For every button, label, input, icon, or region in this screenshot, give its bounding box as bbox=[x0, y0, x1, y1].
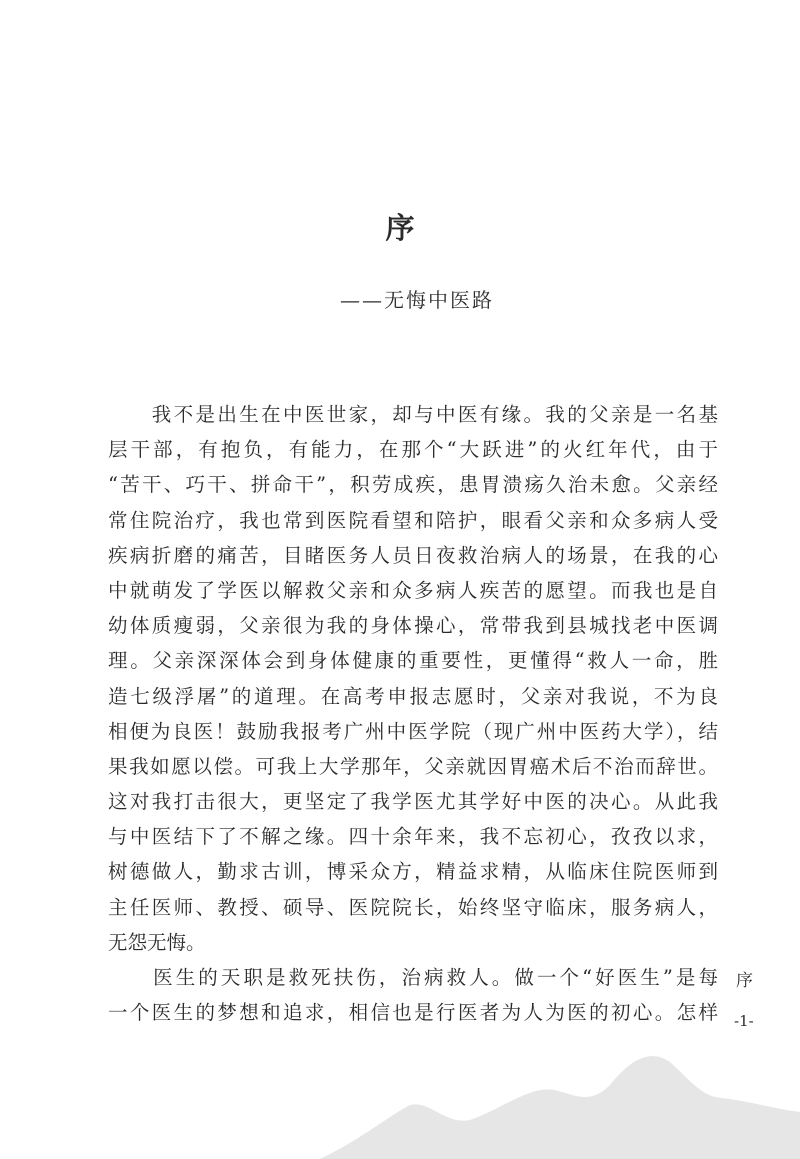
text-line: 层干部，有抱负，有能力，在那个“大跃进”的火红年代，由于 bbox=[108, 438, 718, 462]
page-title: 序 bbox=[385, 211, 415, 245]
text-line: 中就萌发了学医以解救父亲和众多病人疾苦的愿望。而我也是自 bbox=[108, 578, 718, 602]
text-line: 无怨无悔。 bbox=[108, 930, 206, 954]
text-line: 造七级浮屠”的道理。在高考申报志愿时，父亲对我说，不为良 bbox=[108, 684, 718, 708]
text-line: 疾病折磨的痛苦，目睹医务人员日夜救治病人的场景，在我的心 bbox=[108, 543, 718, 567]
text-line: “苦干、巧干、拼命干”，积劳成疾，患胃溃疡久治未愈。父亲经 bbox=[108, 473, 718, 497]
text-line: 与中医结下了不解之缘。四十余年来，我不忘初心，孜孜以求， bbox=[108, 825, 718, 849]
text-line: 这对我打击很大，更坚定了我学医尤其学好中医的决心。从此我 bbox=[108, 790, 718, 814]
text-line: 主任医师、教授、硕导、医院院长，始终坚守临床，服务病人， bbox=[108, 895, 718, 919]
text-line: 我不是出生在中医世家，却与中医有缘。我的父亲是一名基 bbox=[108, 403, 718, 426]
text-line: 幼体质瘦弱，父亲很为我的身体操心，常带我到县城找老中医调 bbox=[108, 614, 718, 638]
text-line: 一个医生的梦想和追求，相信也是行医者为人为医的初心。怎样 bbox=[108, 1001, 718, 1025]
text-line: 相便为良医！鼓励我报考广州中医学院（现广州中医药大学），结 bbox=[108, 719, 718, 743]
paragraph bbox=[108, 960, 718, 1030]
text-line: 常住院治疗，我也常到医院看望和陪护，眼看父亲和众多病人受 bbox=[108, 508, 718, 532]
page-subtitle: ——无悔中医路 bbox=[340, 288, 494, 312]
page-number: -1- bbox=[734, 1012, 754, 1030]
text-line: 果我如愿以偿。可我上大学那年，父亲就因胃癌术后不治而辞世。 bbox=[108, 754, 718, 778]
body-text bbox=[108, 397, 718, 1030]
text-line: 医生的天职是救死扶伤，治病救人。做一个“好医生”是每 bbox=[108, 966, 718, 989]
text-line: 理。父亲深深体会到身体健康的重要性，更懂得“救人一命，胜 bbox=[108, 649, 718, 673]
margin-section-label: 序 bbox=[736, 971, 753, 991]
text-line: 树德做人，勤求古训，博采众方，精益求精，从临床住院医师到 bbox=[108, 860, 718, 884]
paragraph bbox=[108, 397, 718, 960]
